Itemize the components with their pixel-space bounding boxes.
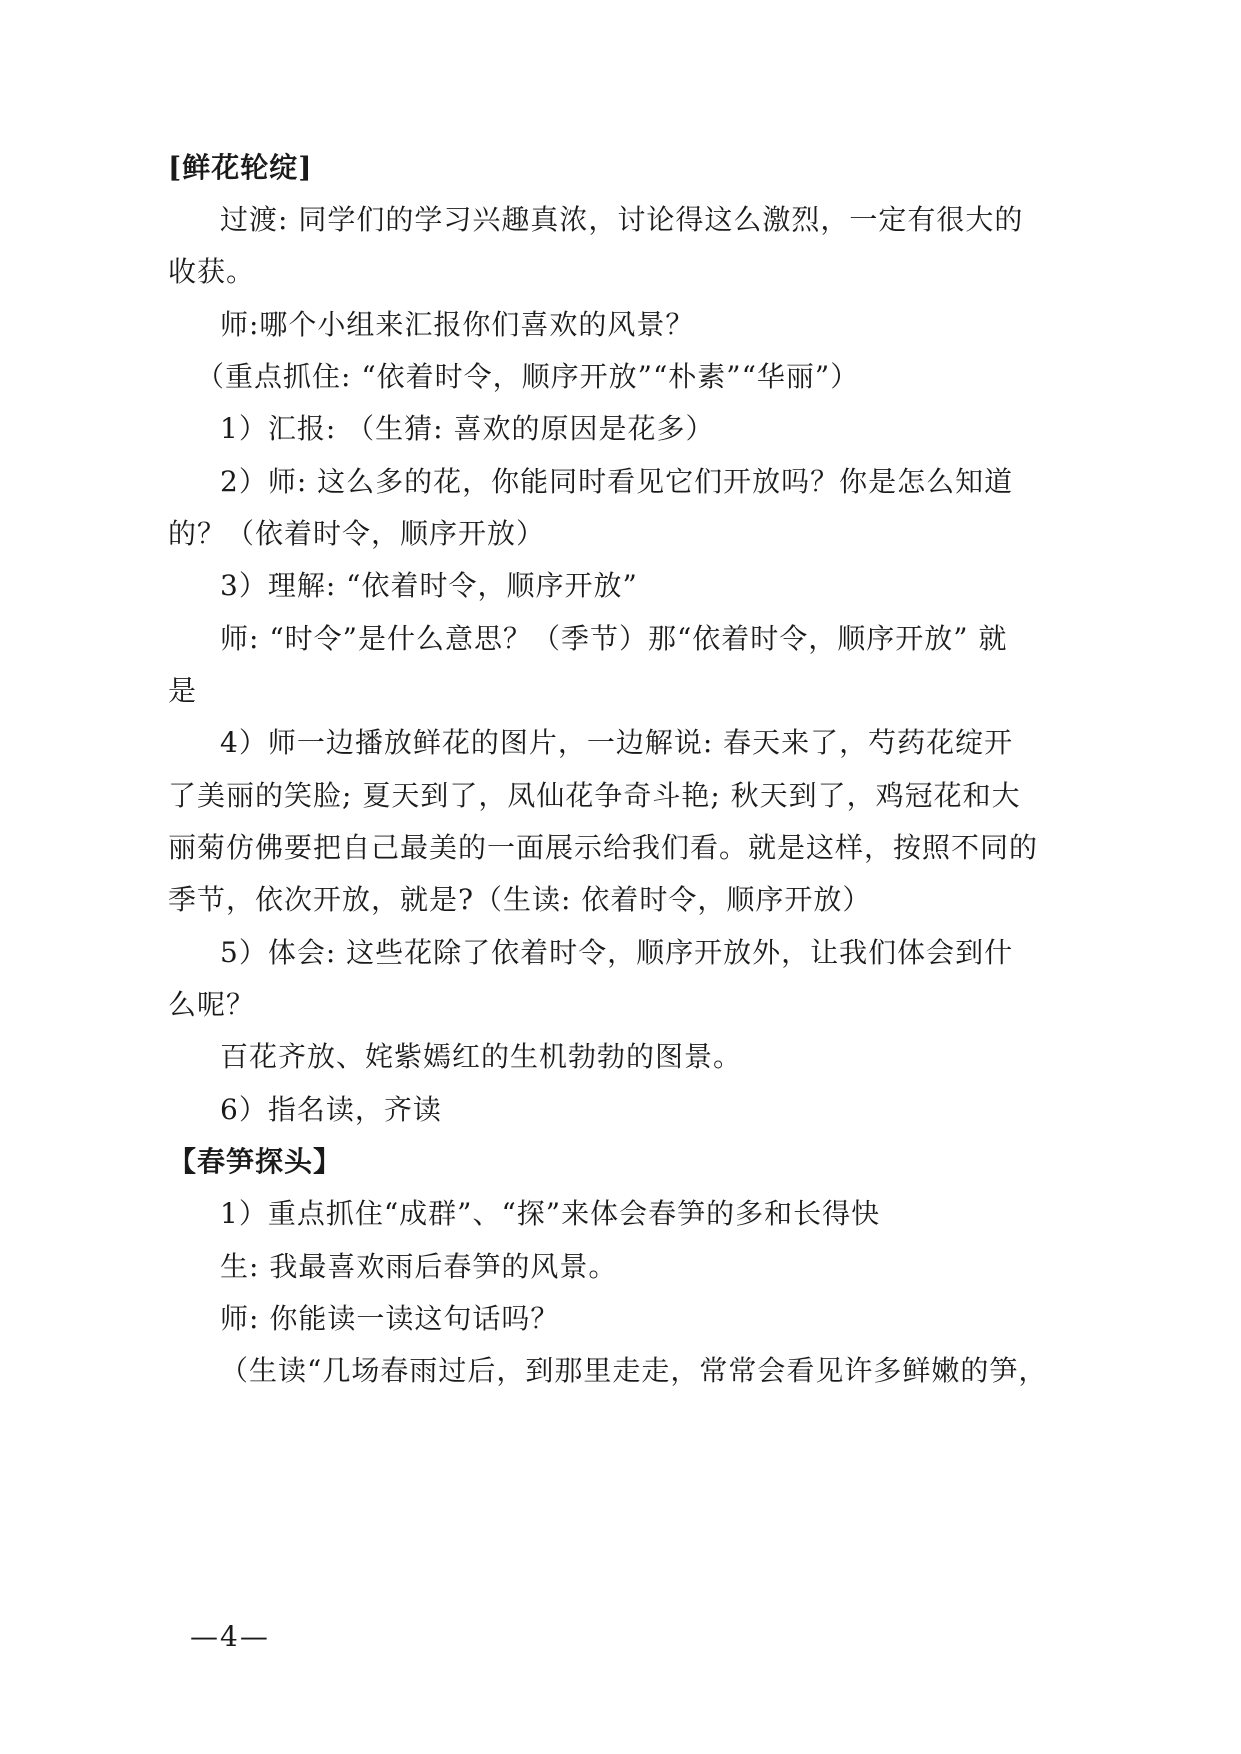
paragraph-line: 4）师一边播放鲜花的图片，一边解说: 春天来了，芍药花绽开	[220, 726, 1014, 759]
paragraph-line: 2）师: 这么多的花，你能同时看见它们开放吗？你是怎么知道	[220, 465, 1014, 498]
paragraph-line: 过渡: 同学们的学习兴趣真浓，讨论得这么激烈，一定有很大的	[220, 203, 1024, 236]
paragraph-line: （生读“几场春雨过后，到那里走走，常常会看见许多鲜嫩的笋，	[220, 1354, 1048, 1387]
paragraph-line: 是	[168, 674, 198, 707]
paragraph-line: 6）指名读，齐读	[220, 1093, 442, 1126]
paragraph-line: 了美丽的笑脸; 夏天到了，凤仙花争奇斗艳; 秋天到了，鸡冠花和大	[168, 779, 1021, 812]
paragraph-line: 1）重点抓住“成群”、“探”来体会春笋的多和长得快	[220, 1197, 881, 1230]
section-heading-bamboo: 【春笋探头】	[168, 1145, 343, 1178]
paragraph-line: 师: 你能读一读这句话吗？	[220, 1302, 560, 1335]
paragraph-line: 收获。	[168, 255, 256, 288]
paragraph-line: 3）理解: “依着时令，顺序开放”	[220, 569, 638, 602]
paragraph-line: 师:哪个小组来汇报你们喜欢的风景？	[220, 308, 695, 341]
paragraph-line: 么呢？	[168, 988, 256, 1021]
paragraph-line: （重点抓住: “依着时令，顺序开放”“朴素”“华丽”）	[196, 360, 860, 393]
paragraph-line: 师: “时令”是什么意思？（季节）那“依着时令，顺序开放” 就	[220, 622, 1008, 655]
section-heading-flowers: [鲜花轮绽]	[168, 151, 313, 184]
paragraph-line: 季节，依次开放，就是?（生读: 依着时令，顺序开放）	[168, 883, 872, 916]
paragraph-line: 1）汇报: （生猜: 喜欢的原因是花多）	[220, 412, 715, 445]
paragraph-line: 5）体会: 这些花除了依着时令，顺序开放外，让我们体会到什	[220, 936, 1014, 969]
paragraph-line: 的？（依着时令，顺序开放）	[168, 517, 546, 550]
page-number: —4—	[190, 1620, 270, 1653]
paragraph-line: 生: 我最喜欢雨后春笋的风景。	[220, 1250, 618, 1283]
paragraph-line: 百花齐放、姹紫嫣红的生机勃勃的图景。	[220, 1040, 743, 1073]
paragraph-line: 丽菊仿佛要把自己最美的一面展示给我们看。就是这样，按照不同的	[168, 831, 1039, 864]
